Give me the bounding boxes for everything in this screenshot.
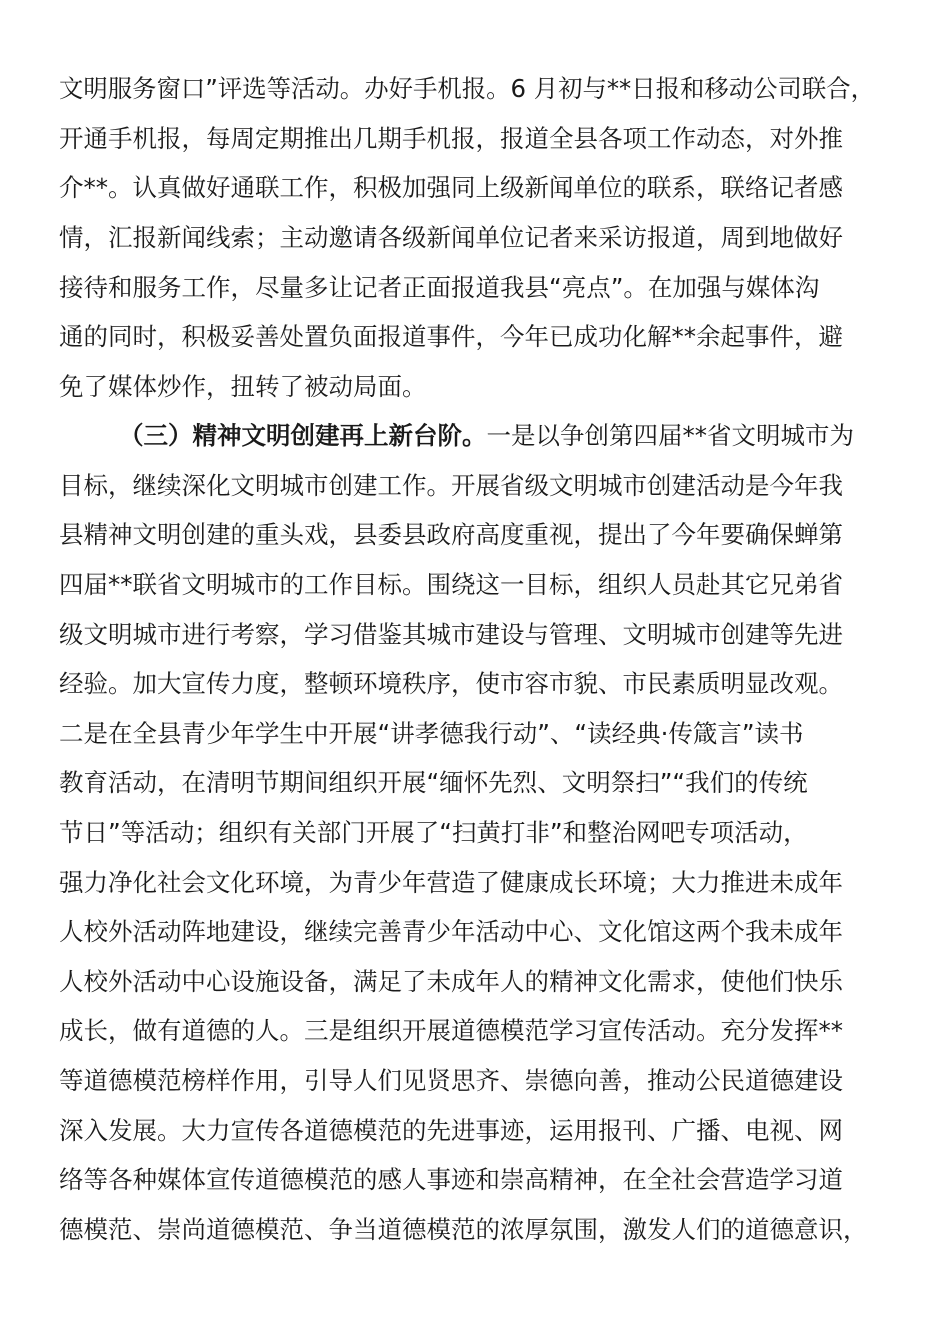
text-line: 二是在全县青少年学生中开展“讲孝德我行动”、“读经典·传箴言”读书 — [59, 719, 804, 748]
text-line: 接待和服务工作，尽量多让记者正面报道我县“亮点”。在加强与媒体沟 — [59, 273, 820, 302]
text-line: 深入发展。大力宣传各道德模范的先进事迹，运用报刊、广播、电视、网 — [59, 1116, 843, 1145]
text-line: 情，汇报新闻线索；主动邀请各级新闻单位记者来采访报道，周到地做好 — [59, 223, 843, 252]
text-line: 成长，做有道德的人。三是组织开展道德模范学习宣传活动。充分发挥** — [59, 1016, 843, 1045]
text-line: 络等各种媒体宣传道德模范的感人事迹和崇高精神，在全社会营造学习道 — [59, 1165, 843, 1194]
text-line: 文明服务窗口”评选等活动。办好手机报。6 月初与**日报和移动公司联合， — [59, 74, 876, 103]
section-first-line — [119, 411, 854, 461]
text-line: 通的同时，积极妥善处置负面报道事件，今年已成功化解**余起事件，避 — [59, 322, 843, 351]
text-line: 强力净化社会文化环境，为青少年营造了健康成长环境；大力推进未成年 — [59, 868, 843, 897]
section-first-line-text: 一是以争创第四届**省文明城市为 — [486, 421, 854, 450]
text-line: 开通手机报，每周定期推出几期手机报，报道全县各项工作动态，对外推 — [59, 124, 843, 153]
text-line: 等道德模范榜样作用，引导人们见贤思齐、崇德向善，推动公民道德建设 — [59, 1066, 843, 1095]
text-line: 四届**联省文明城市的工作目标。围绕这一目标，组织人员赴其它兄弟省 — [59, 570, 843, 599]
text-line: 介**。认真做好通联工作，积极加强同上级新闻单位的联系，联络记者感 — [59, 173, 843, 202]
text-line: 德模范、崇尚道德模范、争当道德模范的浓厚氛围，激发人们的道德意识， — [59, 1215, 868, 1244]
text-line: 节日”等活动；组织有关部门开展了“扫黄打非”和整治网吧专项活动， — [59, 818, 808, 847]
text-line: 人校外活动阵地建设，继续完善青少年活动中心、文化馆这两个我未成年 — [59, 917, 843, 946]
text-line: 级文明城市进行考察，学习借鉴其城市建设与管理、文明城市创建等先进 — [59, 620, 843, 649]
text-line: 县精神文明创建的重头戏，县委县政府高度重视，提出了今年要确保蝉第 — [59, 520, 843, 549]
section-heading: （三）精神文明创建再上新台阶。 — [119, 421, 487, 450]
text-line: 人校外活动中心设施设备，满足了未成年人的精神文化需求，使他们快乐 — [59, 967, 843, 996]
text-line: 免了媒体炒作，扭转了被动局面。 — [59, 372, 427, 401]
text-line: 经验。加大宣传力度，整顿环境秩序，使市容市貌、市民素质明显改观。 — [59, 669, 843, 698]
text-line: 目标，继续深化文明城市创建工作。开展省级文明城市创建活动是今年我 — [59, 471, 843, 500]
text-line: 教育活动，在清明节期间组织开展“缅怀先烈、文明祭扫”“我们的传统 — [59, 768, 808, 797]
